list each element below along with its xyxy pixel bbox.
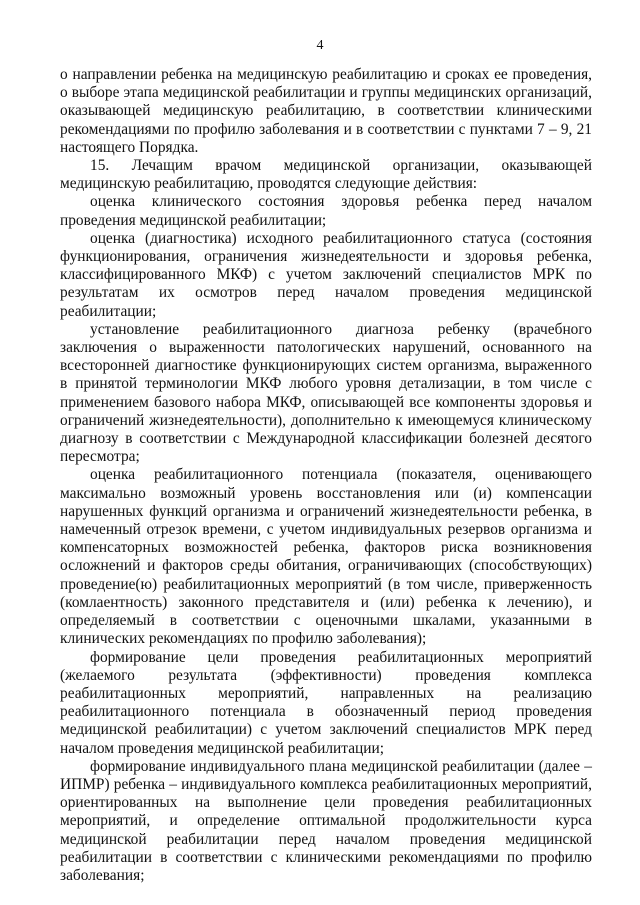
document-body <box>60 66 592 885</box>
paragraph-rehab-goal: формирование цели проведения реабилитационных мероприятий (желаемого результата (эффективности) проведения комплекса реабилитационных мероприятий, направленных на реализацию реабилитационного потенциала в обозначенный период проведения медицинской реабилитации) с учетом заключений специалистов МРК перед началом проведения медицинской реабилитации; <box>60 648 592 757</box>
page-number: 4 <box>316 38 324 53</box>
paragraph-continuation: о направлении ребенка на медицинскую реабилитацию и сроках ее проведения, о выборе этапа медицинской реабилитации и группы медицинских организаций, оказывающей медицинскую реабилитацию, в соответствии клиническими рекомендациями по профилю заболевания и в соответствии с пунктами 7 – 9, 21 настоящего Порядка. <box>60 66 592 156</box>
paragraph-rehab-potential: оценка реабилитационного потенциала (показателя, оценивающего максимально возможный уровень восстановления или (и) компенсации нарушенных функций организма и ограничений жизнедеятельности ребенка, в намеченный отрезок времени, с учетом индивидуальных резервов организма и компенсаторных возможностей ребенка, факторов риска возникновения осложнений и факторов среды обитания, ограничивающих (способствующих) проведение(ю) реабилитационных мероприятий (в том числе, приверженность (комлаентность) законного представителя и (или) ребенка к лечению), и определяемый в соответствии с оценочными шкалами, указанными в клинических рекомендациях по профилю заболевания); <box>60 466 592 648</box>
paragraph-clinical-assessment: оценка клинического состояния здоровья ребенка перед началом проведения медицинской реабилитации; <box>60 193 592 229</box>
paragraph-clause-15: 15. Лечащим врачом медицинской организации, оказывающей медицинскую реабилитацию, проводятся следующие действия: <box>60 157 592 193</box>
paragraph-rehab-status-assessment: оценка (диагностика) исходного реабилитационного статуса (состояния функционирования, ограничения жизнедеятельности и здоровья ребенка, классифицированного МКФ) с учетом заключений специалистов МРК по результатам их осмотров перед началом проведения медицинской реабилитации; <box>60 229 592 320</box>
paragraph-rehab-diagnosis: установление реабилитационного диагноза ребенку (врачебного заключения о выраженности патологических нарушений, основанного на всесторонней диагностике функционирующих систем организма, выраженного в принятой терминологии МКФ любого уровня детализации, в том числе с применением базового набора МКФ, описывающей все компоненты здоровья и ограничений жизнедеятельности), дополнительно к имеющемуся клиническому диагнозу в соответствии с Международной классификации болезней десятого пересмотра; <box>60 320 592 466</box>
paragraph-individual-plan: формирование индивидуального плана медицинской реабилитации (далее – ИПМР) ребенка – индивидуального комплекса реабилитационных мероприятий, ориентированных на выполнение цели проведения реабилитационных мероприятий, и определение оптимальной продолжительности курса медицинской реабилитации перед началом проведения медицинской реабилитации в соответствии с клиническими рекомендациями по профилю заболевания; <box>60 757 592 884</box>
